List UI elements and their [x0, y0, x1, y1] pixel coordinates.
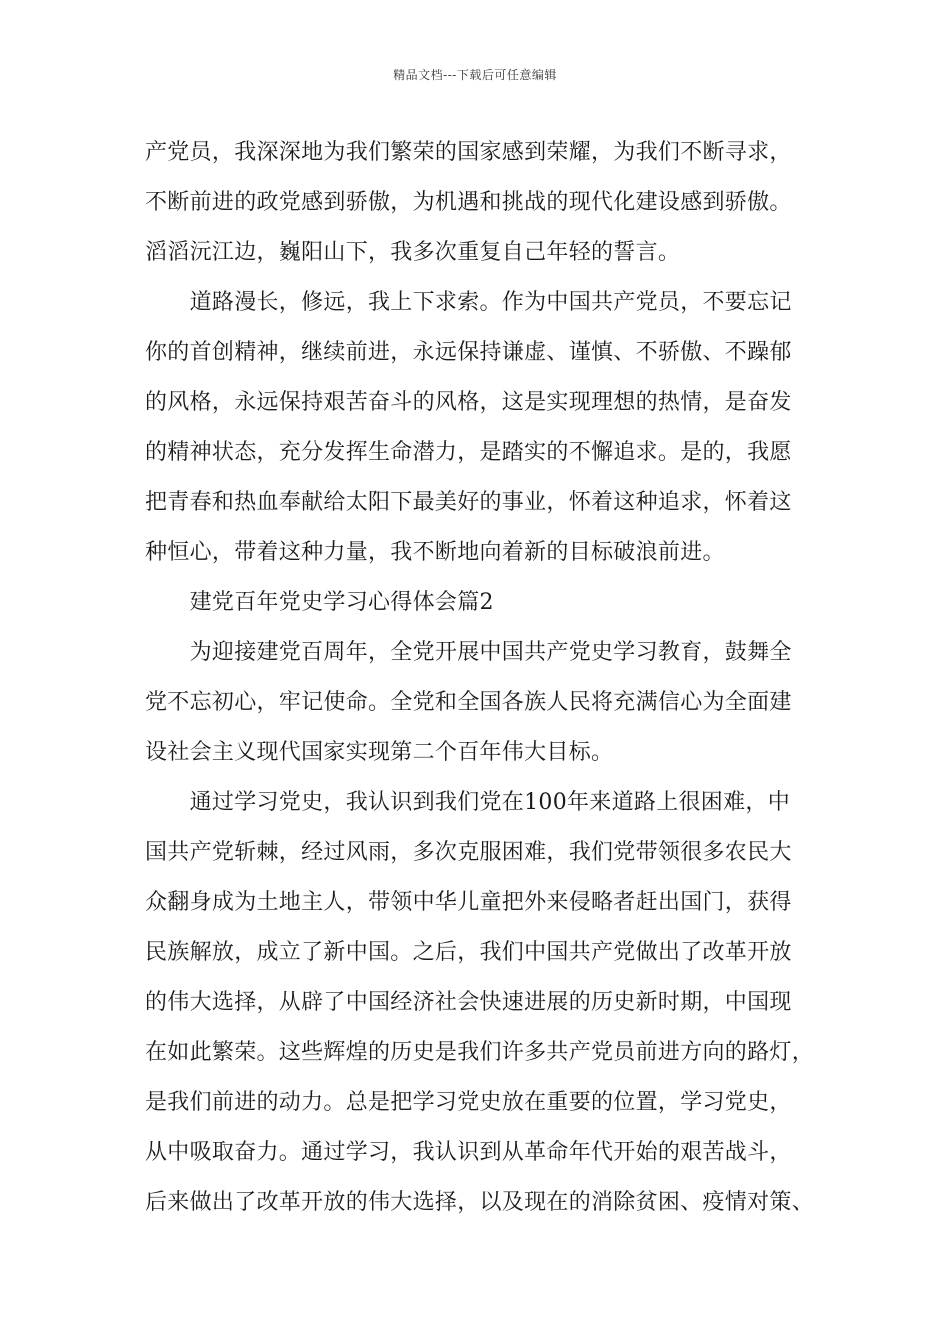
text-line: 后来做出了改革开放的伟大选择，以及现在的消除贫困、疫情对策、 — [145, 1190, 815, 1215]
text-line: 国共产党斩棘，经过风雨，多次克服困难，我们党带领很多农民大 — [145, 840, 792, 865]
text-line: 为迎接建党百周年，全党开展中国共产党史学习教育，鼓舞全 — [145, 640, 792, 665]
text-line: 通过学习党史，我认识到我们党在100年来道路上很困难，中 — [145, 790, 790, 815]
text-line: 的伟大选择，从辟了中国经济社会快速进展的历史新时期，中国现 — [145, 990, 792, 1015]
text-line: 产党员，我深深地为我们繁荣的国家感到荣耀，为我们不断寻求， — [145, 140, 792, 165]
text-line: 设社会主义现代国家实现第二个百年伟大目标。 — [145, 740, 614, 765]
text-line: 是我们前进的动力。总是把学习党史放在重要的位置，学习党史， — [145, 1090, 792, 1115]
text-line: 不断前进的政党感到骄傲，为机遇和挑战的现代化建设感到骄傲。 — [145, 190, 792, 215]
document-body — [145, 128, 835, 1228]
text-line: 道路漫长，修远，我上下求索。作为中国共产党员，不要忘记 — [145, 290, 792, 315]
text-line: 从中吸取奋力。通过学习，我认识到从革命年代开始的艰苦战斗， — [145, 1140, 792, 1165]
text-line: 把青春和热血奉献给太阳下最美好的事业，怀着这种追求，怀着这 — [145, 490, 792, 515]
text-line: 你的首创精神，继续前进，永远保持谦虚、谨慎、不骄傲、不躁郁 — [145, 340, 792, 365]
page-header: 精品文档---下载后可任意编辑 — [393, 68, 557, 82]
text-line: 在如此繁荣。这些辉煌的历史是我们许多共产党员前进方向的路灯， — [145, 1040, 815, 1065]
text-line: 的风格，永远保持艰苦奋斗的风格，这是实现理想的热情，是奋发 — [145, 390, 792, 415]
text-line: 党不忘初心，牢记使命。全党和全国各族人民将充满信心为全面建 — [145, 690, 792, 715]
text-line: 种恒心，带着这种力量，我不断地向着新的目标破浪前进。 — [145, 540, 725, 565]
section-heading: 建党百年党史学习心得体会篇2 — [145, 590, 494, 615]
text-line: 众翻身成为土地主人，带领中华儿童把外来侵略者赶出国门，获得 — [145, 890, 792, 915]
text-line: 滔滔沅江边，巍阳山下，我多次重复自己年轻的誓言。 — [145, 240, 681, 265]
text-line: 民族解放，成立了新中国。之后，我们中国共产党做出了改革开放 — [145, 940, 792, 965]
text-line: 的精神状态，充分发挥生命潜力，是踏实的不懈追求。是的，我愿 — [145, 440, 792, 465]
